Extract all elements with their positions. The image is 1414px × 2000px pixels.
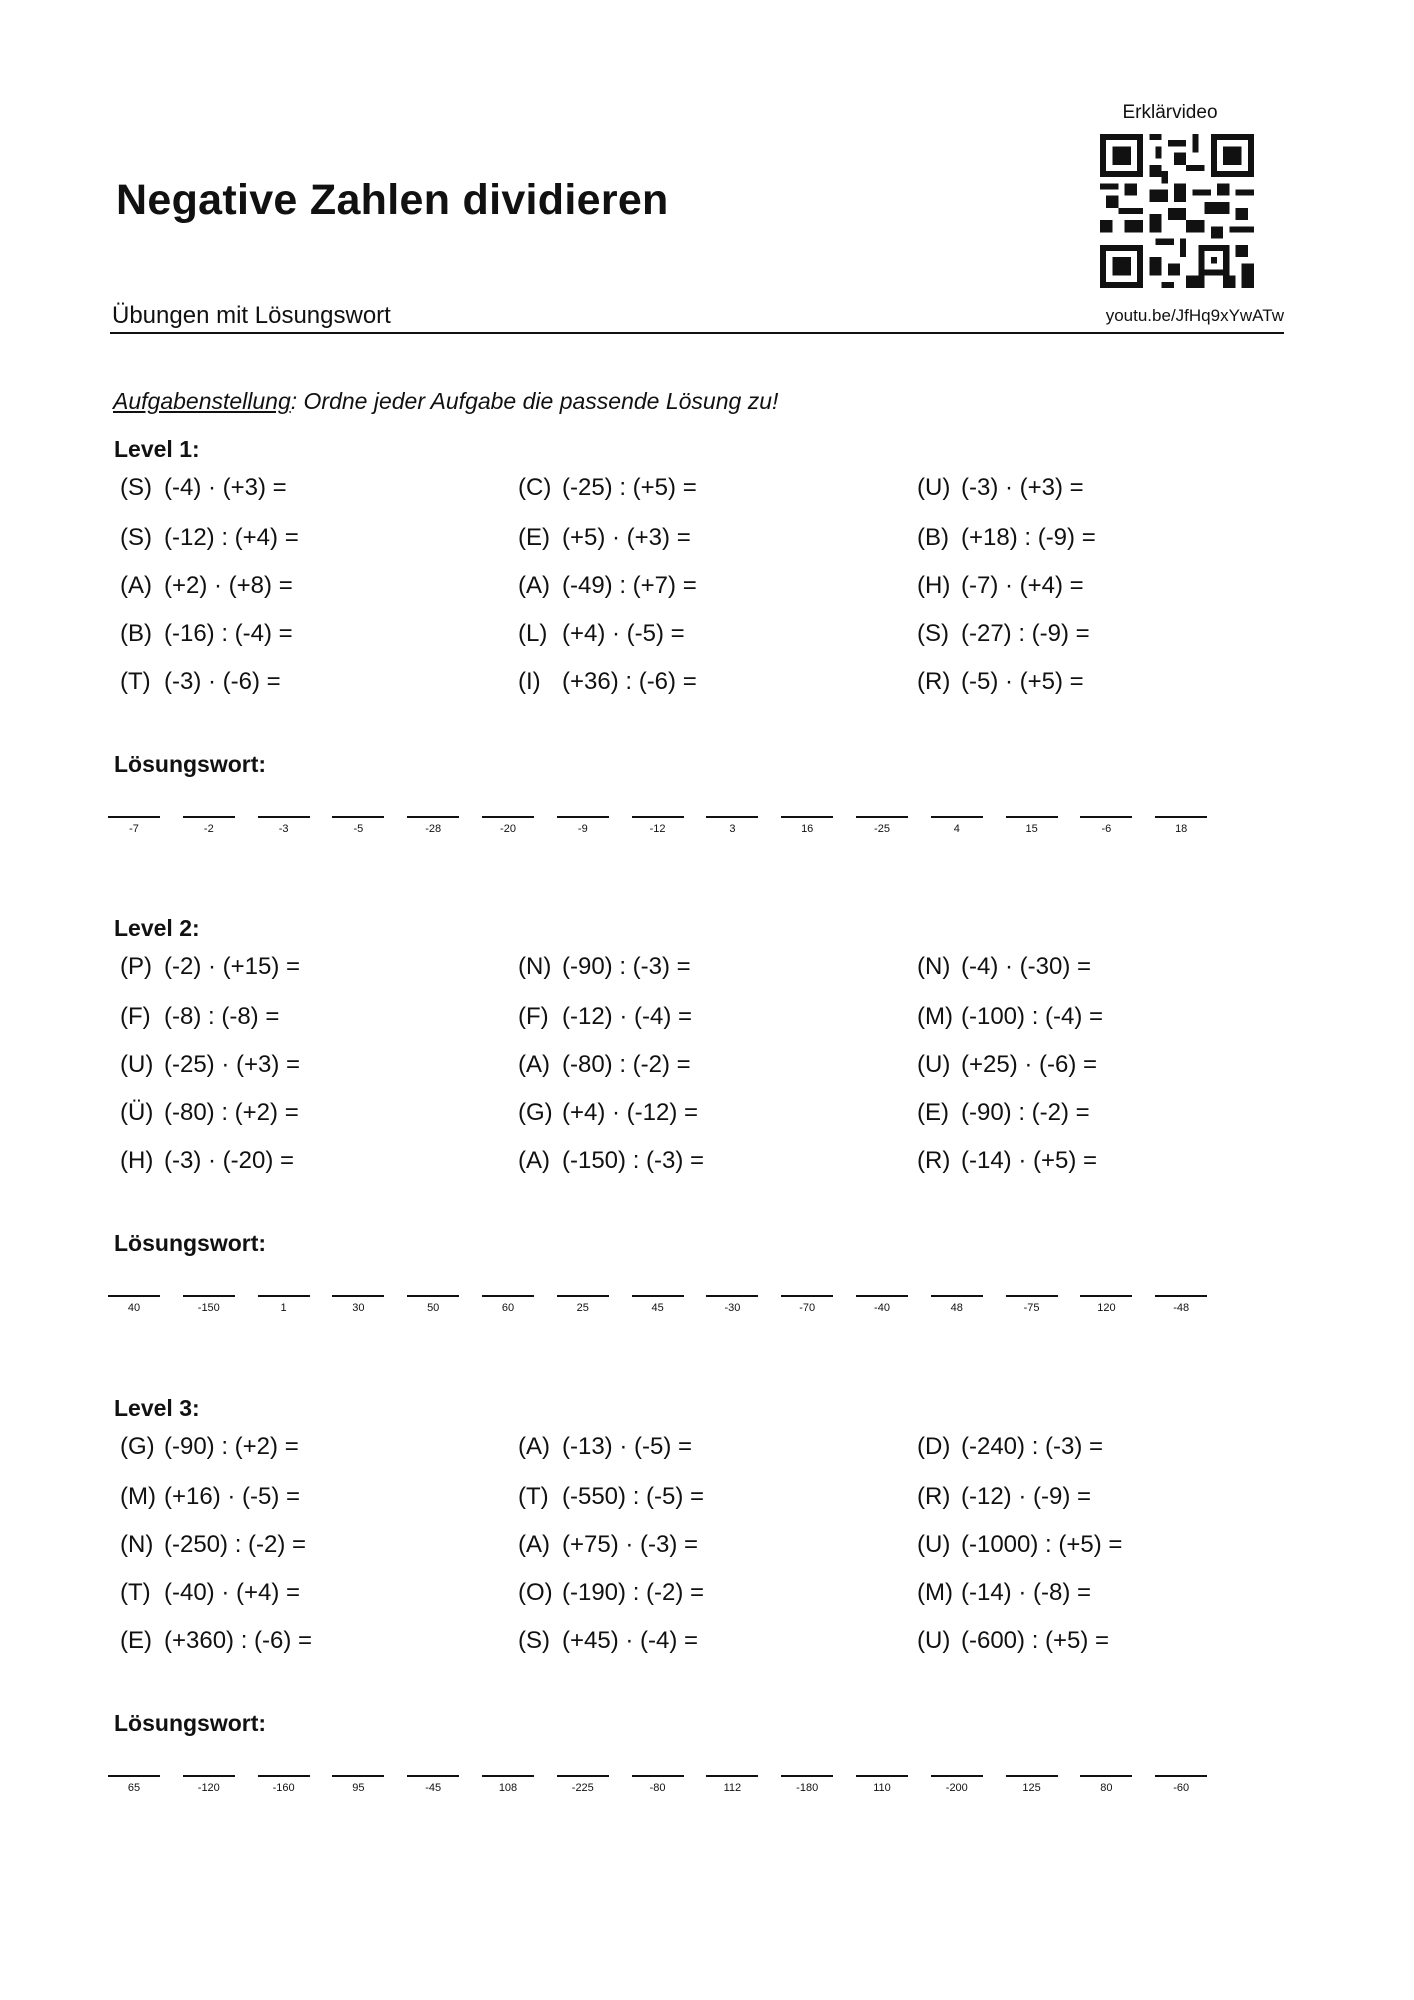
answer-line [1006,1295,1058,1297]
answer-line [856,1775,908,1777]
task-letter: (A) [518,1433,550,1460]
task-expression: (+4) · (-12) = [562,1099,699,1126]
task-expression: (-100) : (-4) = [961,1003,1104,1030]
task-expression: (+5) · (+3) = [562,524,691,551]
answer-value: -60 [1173,1782,1190,1794]
answer-value: -70 [799,1302,816,1314]
answer-blank[interactable] [482,1775,534,1794]
answer-value: -45 [425,1782,442,1794]
task-letter: (U) [120,1051,154,1078]
task-expression: (-25) : (+5) = [562,474,697,501]
answer-value: 16 [801,823,814,835]
task-letter: (T) [120,1579,151,1606]
answer-value: -9 [577,823,588,835]
answer-blank[interactable] [1080,1775,1132,1794]
task-expression: (+2) · (+8) = [164,572,293,599]
answer-line [632,816,684,818]
task-letter: (N) [120,1531,154,1558]
task-item [917,953,1091,981]
answer-value: -7 [129,823,139,835]
task-letter: (S) [518,1627,550,1654]
answer-value: 80 [1100,1782,1113,1794]
task-item [917,524,1096,552]
answer-line [108,1295,160,1297]
task-expression: (-90) : (+2) = [164,1433,299,1460]
answer-blank[interactable] [931,816,983,835]
answer-blank[interactable] [108,1295,160,1314]
task-expression: (-14) · (-8) = [961,1579,1092,1606]
answer-blank[interactable] [258,1775,310,1794]
answer-value: -160 [272,1782,295,1794]
task-expression: (-40) · (+4) = [164,1579,301,1606]
task-letter: (S) [120,524,152,551]
answer-blank[interactable] [557,816,609,835]
answer-value: 120 [1097,1302,1116,1314]
task-expression: (-12) · (-4) = [562,1003,693,1030]
answer-blank[interactable] [1155,816,1207,835]
instruction-text: : Ordne jeder Aufgabe die passende Lösung zu! [290,388,779,414]
task-item [917,1531,1122,1559]
answer-line [856,1295,908,1297]
task-item [518,524,691,552]
answer-line [258,1775,310,1777]
answer-blank[interactable] [856,1295,908,1314]
answer-value: -20 [500,823,516,835]
task-letter: (T) [120,668,151,695]
answer-line [1155,816,1207,818]
task-item [518,1147,704,1175]
answer-value: -12 [649,823,666,835]
answer-blank[interactable] [407,1295,459,1314]
task-item [120,1003,279,1031]
task-letter: (U) [917,474,951,501]
instruction-label: Aufgabenstellung [113,388,291,414]
answer-line [482,816,534,818]
task-letter: (P) [120,953,152,980]
task-item [120,1051,300,1079]
task-item [917,620,1090,648]
answer-blank[interactable] [781,1775,833,1794]
task-letter: (N) [917,953,951,980]
answer-blank[interactable] [1006,1775,1058,1794]
answer-blank[interactable] [557,1775,609,1794]
task-letter: (D) [917,1433,951,1460]
task-letter: (R) [917,1483,951,1510]
task-letter: (H) [917,572,951,599]
task-expression: (+75) · (-3) = [562,1531,699,1558]
answer-line [931,1295,983,1297]
answer-blank[interactable] [1006,1295,1058,1314]
task-item [917,1051,1097,1079]
task-item [120,474,287,502]
answer-value: 108 [498,1782,518,1794]
answer-value: -48 [1173,1302,1190,1314]
answer-line [706,1295,758,1297]
answer-blank[interactable] [1155,1295,1207,1314]
answer-blank[interactable] [856,1775,908,1794]
answer-blank[interactable] [407,816,459,835]
task-item [518,474,697,502]
answer-line [1080,1775,1132,1777]
task-expression: (-3) · (-20) = [164,1147,295,1174]
answer-value: 40 [127,1302,141,1314]
answer-value: -80 [649,1782,666,1794]
task-letter: (C) [518,474,552,501]
level-title: Level 1: [114,436,200,462]
answer-blank[interactable] [781,1295,833,1314]
answer-value: -75 [1023,1302,1040,1314]
answer-line [557,816,609,818]
page-title: Negative Zahlen dividieren [116,176,669,224]
answer-blank[interactable] [332,1295,384,1314]
answer-blank[interactable] [1155,1775,1207,1794]
answer-value: 60 [501,1302,515,1314]
answer-line [1080,1295,1132,1297]
answer-line [482,1295,534,1297]
task-item [917,1483,1091,1511]
task-expression: (-550) : (-5) = [562,1483,705,1510]
answer-value: -2 [203,823,214,835]
answer-blank[interactable] [183,816,235,835]
task-item [120,1099,299,1127]
answer-blank[interactable] [332,816,384,835]
answer-value: -120 [197,1782,220,1794]
answer-line [557,1295,609,1297]
answer-line [781,816,833,818]
level-title: Level 3: [114,1395,200,1421]
qr-caption: Erklärvideo [1122,102,1218,123]
task-item [518,572,697,600]
task-expression: (-80) : (+2) = [164,1099,299,1126]
answer-line [482,1775,534,1777]
task-letter: (I) [518,668,541,695]
answer-blank[interactable] [1006,816,1058,835]
task-item [518,1627,698,1655]
task-letter: (M) [917,1579,953,1606]
answer-line [706,816,758,818]
task-expression: (-240) : (-3) = [961,1433,1104,1460]
task-item [518,1099,698,1127]
task-item [518,1483,704,1511]
task-expression: (+25) · (-6) = [961,1051,1098,1078]
answer-value: 125 [1022,1782,1041,1794]
answer-value: -40 [874,1302,890,1314]
solution-word-label: Lösungswort: [114,1230,267,1256]
task-letter: (B) [917,524,949,551]
task-item [120,1483,300,1511]
task-letter: (F) [120,1003,151,1030]
video-link[interactable]: youtu.be/JfHq9xYwATw [1105,306,1284,325]
answer-line [332,1295,384,1297]
answer-line [108,816,160,818]
answer-value: -6 [1101,823,1112,835]
task-expression: (-3) · (+3) = [961,474,1084,501]
answer-value: -225 [571,1782,594,1794]
task-item [518,1433,692,1461]
task-letter: (A) [518,1147,550,1174]
task-item [917,1147,1097,1175]
task-expression: (-150) : (-3) = [562,1147,705,1174]
task-expression: (-25) · (+3) = [164,1051,301,1078]
answer-blank[interactable] [706,1775,758,1794]
answer-blank[interactable] [706,816,758,835]
solution-word-label: Lösungswort: [114,1710,267,1736]
answer-value: 25 [576,1302,589,1314]
task-expression: (-600) : (+5) = [961,1627,1110,1654]
answer-value: 3 [729,823,736,835]
answer-line [407,1295,459,1297]
task-item [917,1433,1103,1461]
task-expression: (-190) : (-2) = [562,1579,705,1606]
answer-value: 1 [280,1302,287,1314]
task-item [120,1579,300,1607]
answer-blank[interactable] [258,816,310,835]
answer-blank[interactable] [557,1295,609,1314]
answer-value: -180 [796,1782,819,1794]
task-letter: (U) [917,1051,951,1078]
task-item [518,620,685,648]
task-letter: (A) [518,1051,550,1078]
answer-line [1006,1775,1058,1777]
task-item [120,620,293,648]
task-letter: (E) [518,524,550,551]
task-expression: (-80) : (-2) = [562,1051,691,1078]
answer-line [632,1295,684,1297]
header-divider [110,332,1284,334]
task-letter: (E) [120,1627,152,1654]
subtitle: Übungen mit Lösungswort [112,302,391,329]
answer-blank[interactable] [108,1775,160,1794]
task-letter: (M) [120,1483,156,1510]
task-expression: (-5) · (+5) = [961,668,1084,695]
answer-line [407,1775,459,1777]
answer-blank[interactable] [632,1295,684,1314]
task-item [917,572,1084,600]
answer-line [931,1775,983,1777]
task-expression: (-1000) : (+5) = [961,1531,1123,1558]
answer-line [781,1775,833,1777]
task-expression: (-2) · (+15) = [164,953,301,980]
answer-blank[interactable] [781,816,833,835]
answer-value: 45 [651,1302,664,1314]
task-item [518,668,697,696]
answer-blank[interactable] [1080,1295,1132,1314]
task-letter: (O) [518,1579,553,1606]
answer-blank[interactable] [1080,816,1132,835]
answer-line [931,816,983,818]
answer-line [1155,1295,1207,1297]
task-letter: (E) [917,1099,949,1126]
answer-line [183,1775,235,1777]
task-item [518,953,691,981]
task-item [917,1003,1103,1031]
task-expression: (+4) · (-5) = [562,620,685,647]
answer-value: 95 [352,1782,365,1794]
task-letter: (T) [518,1483,549,1510]
task-expression: (-49) : (+7) = [562,572,697,599]
answer-value: 4 [953,823,960,835]
answer-line [1006,816,1058,818]
qr-code-icon [1100,134,1254,288]
answer-blank[interactable] [332,1775,384,1794]
answer-line [183,816,235,818]
task-expression: (-4) · (+3) = [164,474,287,501]
task-letter: (B) [120,620,152,647]
answer-blank[interactable] [183,1295,235,1314]
answer-line [632,1775,684,1777]
task-letter: (A) [120,572,152,599]
answer-line [183,1295,235,1297]
answer-value: 50 [427,1302,440,1314]
task-expression: (-13) · (-5) = [562,1433,693,1460]
task-letter: (U) [917,1531,951,1558]
task-expression: (-12) · (-9) = [961,1483,1092,1510]
task-letter: (Ü) [120,1099,154,1126]
task-letter: (M) [917,1003,953,1030]
task-item [518,1531,698,1559]
task-letter: (A) [518,572,550,599]
task-letter: (R) [917,1147,951,1174]
answer-blank[interactable] [258,1295,310,1314]
task-letter: (R) [917,668,951,695]
task-expression: (-250) : (-2) = [164,1531,307,1558]
answer-blank[interactable] [706,1295,758,1314]
answer-value: 30 [352,1302,365,1314]
answer-line [1080,816,1132,818]
answer-blank[interactable] [183,1775,235,1794]
task-expression: (-3) · (-6) = [164,668,281,695]
answer-blank[interactable] [632,816,684,835]
answer-value: 15 [1025,823,1038,835]
answer-value: -25 [874,823,890,835]
answer-value: -150 [197,1302,220,1314]
answer-blank[interactable] [931,1775,983,1794]
task-letter: (S) [120,474,152,501]
task-expression: (-7) · (+4) = [961,572,1084,599]
task-expression: (+36) : (-6) = [562,668,697,695]
answer-blank[interactable] [407,1775,459,1794]
task-item [917,668,1084,696]
answer-value: 112 [723,1782,742,1794]
task-expression: (-4) · (-30) = [961,953,1092,980]
task-item [917,474,1084,502]
answer-line [1155,1775,1207,1777]
task-item [518,1003,692,1031]
answer-line [258,1295,310,1297]
task-letter: (G) [120,1433,155,1460]
answer-blank[interactable] [632,1775,684,1794]
task-letter: (H) [120,1147,154,1174]
answer-value: 65 [127,1782,141,1794]
task-item [518,1579,704,1607]
answer-blank[interactable] [931,1295,983,1314]
answer-blank[interactable] [108,816,160,835]
task-letter: (S) [917,620,949,647]
answer-blank[interactable] [482,1295,534,1314]
task-item [120,1147,294,1175]
task-item [120,1531,306,1559]
task-letter: (N) [518,953,552,980]
answer-line [557,1775,609,1777]
task-expression: (-27) : (-9) = [961,620,1090,647]
task-expression: (-16) : (-4) = [164,620,293,647]
task-item [917,1099,1090,1127]
task-item [120,1433,299,1461]
answer-line [407,816,459,818]
task-expression: (-90) : (-3) = [562,953,691,980]
answer-line [332,1775,384,1777]
task-item [120,668,281,696]
task-item [120,524,299,552]
answer-line [108,1775,160,1777]
answer-line [781,1295,833,1297]
answer-value: -30 [724,1302,741,1314]
task-letter: (G) [518,1099,553,1126]
answer-value: -28 [425,823,442,835]
task-letter: (U) [917,1627,951,1654]
task-expression: (-14) · (+5) = [961,1147,1098,1174]
level-title: Level 2: [114,915,200,941]
task-expression: (-8) : (-8) = [164,1003,280,1030]
task-item [917,1579,1091,1607]
answer-line [856,816,908,818]
answer-blank[interactable] [856,816,908,835]
solution-word-label: Lösungswort: [114,751,267,777]
answer-value: -5 [353,823,364,835]
task-expression: (+360) : (-6) = [164,1627,313,1654]
task-item [120,953,300,981]
task-letter: (A) [518,1531,550,1558]
task-expression: (-90) : (-2) = [961,1099,1090,1126]
answer-value: 18 [1175,823,1188,835]
task-expression: (-12) : (+4) = [164,524,299,551]
answer-blank[interactable] [482,816,534,835]
task-expression: (+18) : (-9) = [961,524,1096,551]
task-item [120,1627,312,1655]
answer-value: 110 [873,1782,891,1794]
answer-value: 48 [950,1302,963,1314]
task-item [120,572,293,600]
task-letter: (F) [518,1003,549,1030]
instruction [113,388,778,415]
task-item [917,1627,1109,1655]
task-expression: (+16) · (-5) = [164,1483,301,1510]
answer-line [706,1775,758,1777]
answer-line [332,816,384,818]
task-expression: (+45) · (-4) = [562,1627,699,1654]
answer-value: -200 [945,1782,968,1794]
answer-line [258,816,310,818]
task-item [518,1051,691,1079]
answer-value: -3 [278,823,289,835]
task-letter: (L) [518,620,548,647]
